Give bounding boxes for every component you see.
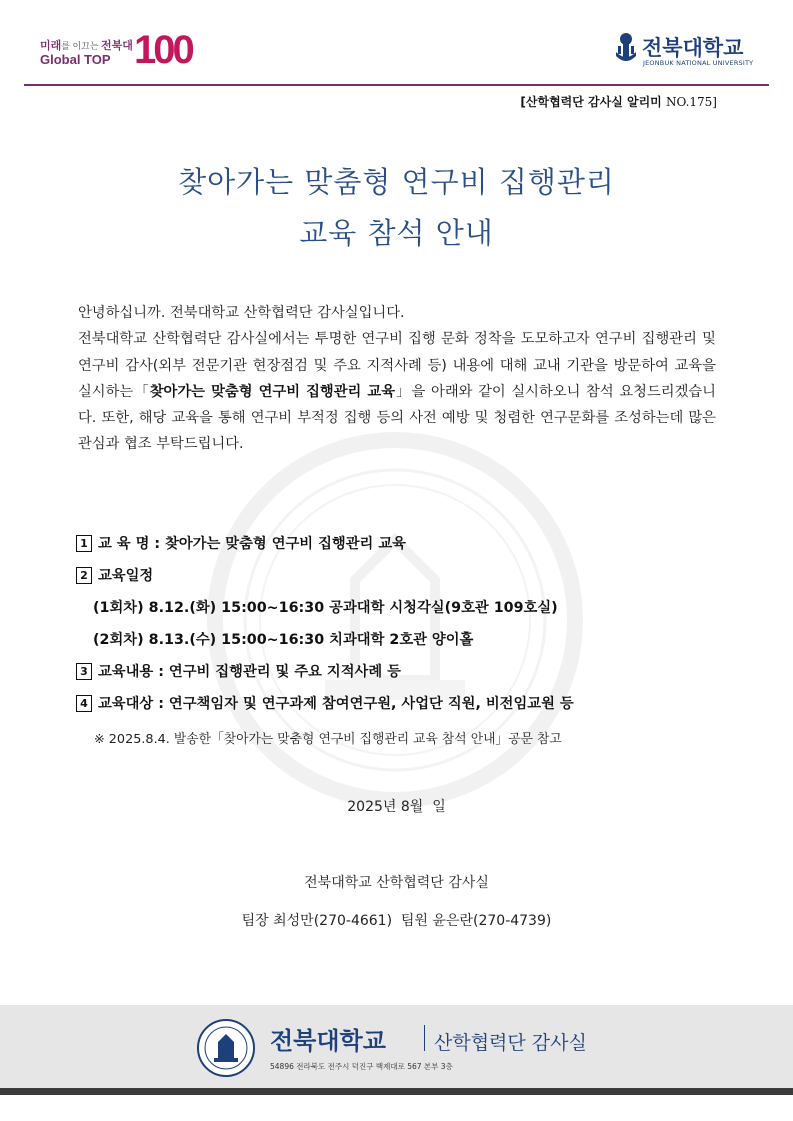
document-title-line2: 교육 참석 안내 <box>299 216 494 250</box>
greeting: 안녕하십니까. 전북대학교 산학협력단 감사실입니다. <box>78 305 405 321</box>
schedule-session-1: (1회차) 8.12.(화) 15:00~16:30 공과대학 시청각실(9호관 109호실) <box>93 600 558 616</box>
item-content <box>76 661 401 681</box>
item-number: 3 <box>76 663 92 680</box>
footer-separator <box>424 1025 425 1051</box>
item-target <box>76 693 574 713</box>
university-logo <box>612 32 762 72</box>
slogan-word-lead: 를 이끄는 <box>61 41 102 51</box>
item-text: 교 육 명 : 찾아가는 맞춤형 연구비 집행관리 교육 <box>98 536 406 552</box>
university-emblem-icon <box>614 32 638 66</box>
university-seal-watermark <box>205 430 585 810</box>
footer-office-name: 산학협력단 감사실 <box>434 1032 587 1054</box>
intro-body-text: 전북대학교 산학협력단 감사실에서는 투명한 연구비 집행 문화 정착을 도모하고자 연구비 집행관리 및 연구비 감사(외부 전문기관 현장점검 및 주요 지적사례 등) 내용에 대해 교내 기관을 방문하여 교육을 실시하는「 <box>78 331 716 400</box>
intro-program-name: 찾아가는 맞춤형 연구비 집행관리 교육 <box>149 383 396 400</box>
footer-bottom-bar <box>0 1088 793 1095</box>
header-divider <box>24 84 769 86</box>
university-name: 전북대학교 <box>642 36 744 60</box>
item-number: 1 <box>76 535 92 552</box>
intro-paragraph <box>78 300 716 458</box>
document-title-line1: 찾아가는 맞춤형 연구비 집행관리 <box>178 165 615 199</box>
issuing-office: 전북대학교 산학협력단 감사실 <box>304 875 489 891</box>
item-text: 교육대상 : 연구책임자 및 연구과제 참여연구원, 사업단 직원, 비전임교원 등 <box>98 696 574 712</box>
footer-address: 54896 전라북도 전주시 덕진구 백제대로 567 본부 3층 <box>270 1062 453 1071</box>
intro-body <box>78 326 716 457</box>
university-english-name: JEONBUK NATIONAL UNIVERSITY <box>643 59 754 67</box>
footer-university-name: 전북대학교 <box>270 1027 386 1055</box>
item-program-name <box>76 533 406 553</box>
university-seal-icon <box>196 1018 256 1078</box>
slogan-line1 <box>40 37 133 53</box>
slogan-word-future: 미래 <box>40 40 62 52</box>
contact-info: 팀장 최성만(270-4661) 팀원 윤은란(270-4739) <box>241 913 552 929</box>
item-number: 4 <box>76 695 92 712</box>
schedule-session-2: (2회차) 8.13.(수) 15:00~16:30 치과대학 2호관 양이홀 <box>93 632 474 648</box>
item-schedule-heading <box>76 565 153 585</box>
issue-no: NO.175] <box>665 95 717 109</box>
slogan-100: 100 <box>134 28 192 72</box>
intro-body-text-end: 」을 아래와 같이 실시하오니 참석 요청드리겠습니다. 또한, 해당 교육을 통해 연구비 부적정 집행 등의 사전 예방 및 청렴한 연구문화를 조성하는데 많은 관심과 협조 부탁드립니다. <box>78 383 716 453</box>
footer <box>0 1005 793 1088</box>
slogan-word-jbnu: 전북대 <box>101 40 133 52</box>
item-text: 교육일정 <box>98 568 154 584</box>
item-text: 교육내용 : 연구비 집행관리 및 주요 지적사례 등 <box>98 664 401 680</box>
slogan-line2: Global TOP <box>40 52 111 67</box>
item-number: 2 <box>76 567 92 584</box>
reference-note: ※ 2025.8.4. 발송한「찾아가는 맞춤형 연구비 집행관리 교육 참석 안내」공문 참고 <box>94 732 562 747</box>
issue-label: [산학협력단 감사실 알리미 <box>520 95 666 109</box>
issue-number <box>520 93 717 110</box>
document-date: 2025년 8월 일 <box>347 799 446 815</box>
